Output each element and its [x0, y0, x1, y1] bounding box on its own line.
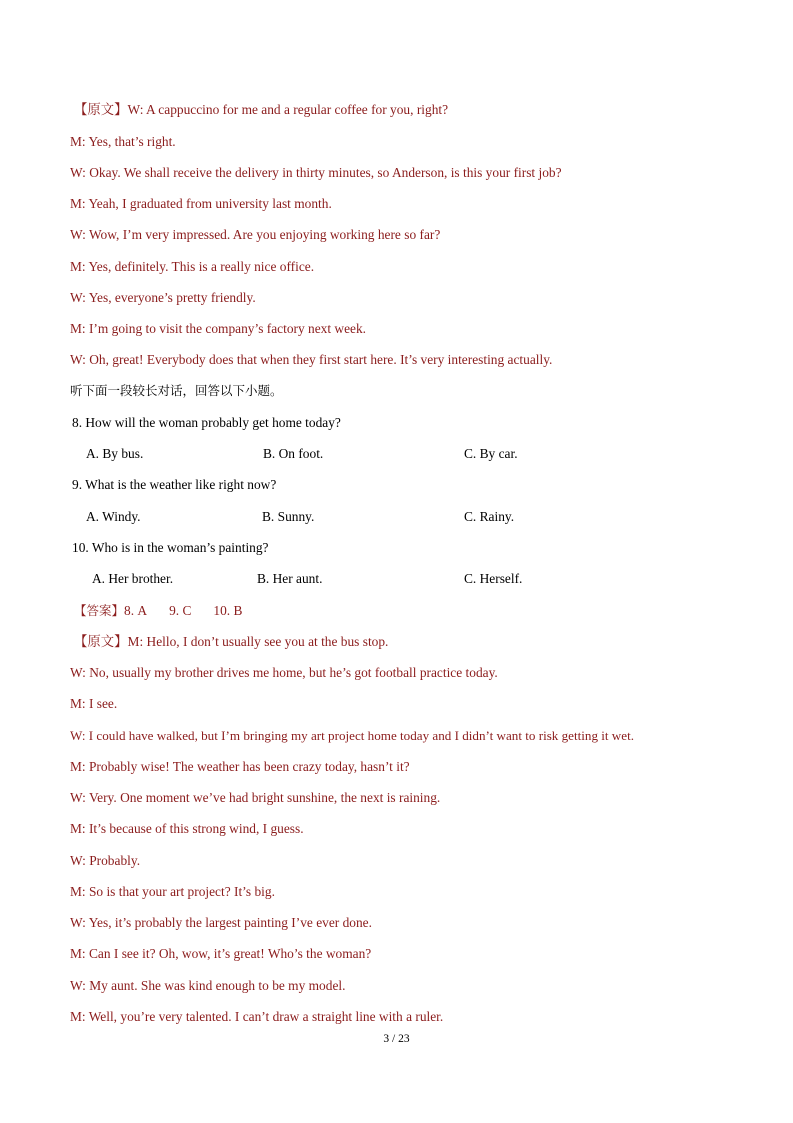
- transcript-line: W: I could have walked, but I’m bringing my art project home today and I didn’t want to risk getting it wet.: [70, 728, 634, 743]
- transcript-line: W: Wow, I’m very impressed. Are you enjoying working here so far?: [70, 227, 441, 242]
- option-c: C. By car.: [464, 446, 518, 461]
- transcript-line: W: My aunt. She was kind enough to be my model.: [70, 978, 346, 993]
- option-a: A. Her brother.: [92, 571, 174, 586]
- listening-instruction: 听下面一段较长对话，回答以下小题。: [70, 383, 283, 398]
- option-a: A. Windy.: [86, 509, 141, 524]
- transcript-line: M: So is that your art project? It’s big.: [70, 884, 275, 899]
- answer-label: 【答案】: [74, 603, 125, 618]
- option-a: A. By bus.: [86, 446, 144, 461]
- transcript-line: W: Oh, great! Everybody does that when they first start here. It’s very interesting actually.: [70, 352, 553, 367]
- question-text: 8. How will the woman probably get home today?: [72, 415, 341, 430]
- transcript-line: W: No, usually my brother drives me home, but he’s got football practice today.: [70, 665, 498, 680]
- question-text: 10. Who is in the woman’s painting?: [72, 540, 269, 555]
- option-c: C. Herself.: [464, 571, 523, 586]
- answer-key: [74, 602, 242, 620]
- transcript-line: M: Well, you’re very talented. I can’t draw a straight line with a ruler.: [70, 1009, 444, 1024]
- transcript-line: M: Probably wise! The weather has been crazy today, hasn’t it?: [70, 759, 410, 774]
- answer-item: 8. A: [124, 603, 148, 618]
- transcript-line: W: Very. One moment we’ve had bright sunshine, the next is raining.: [70, 790, 441, 805]
- page-number: 3 / 23: [383, 1033, 410, 1045]
- transcript-line: M: Yeah, I graduated from university last month.: [70, 196, 332, 211]
- question-text: 9. What is the weather like right now?: [72, 477, 277, 492]
- answer-item: 10. B: [213, 603, 243, 618]
- transcript-line: 【原文】W: A cappuccino for me and a regular coffee for you, right?: [74, 102, 449, 117]
- transcript-line: M: Can I see it? Oh, wow, it’s great! Who’s the woman?: [70, 946, 372, 961]
- transcript-line: M: It’s because of this strong wind, I guess.: [70, 821, 304, 836]
- transcript-line: M: Yes, definitely. This is a really nice office.: [70, 259, 315, 274]
- transcript-line: W: Okay. We shall receive the delivery in thirty minutes, so Anderson, is this your first job?: [70, 165, 562, 180]
- option-b: B. Her aunt.: [257, 571, 323, 586]
- transcript-line: M: Yes, that’s right.: [70, 134, 176, 149]
- transcript-line: W: Yes, it’s probably the largest painting I’ve ever done.: [70, 915, 372, 930]
- transcript-line: W: Yes, everyone’s pretty friendly.: [70, 290, 256, 305]
- option-b: B. On foot.: [263, 446, 324, 461]
- transcript-line: W: Probably.: [70, 853, 141, 868]
- transcript-line: M: I see.: [70, 696, 118, 711]
- transcript-line: 【原文】M: Hello, I don’t usually see you at the bus stop.: [74, 634, 389, 649]
- option-c: C. Rainy.: [464, 509, 515, 524]
- transcript-line: M: I’m going to visit the company’s factory next week.: [70, 321, 367, 336]
- answer-item: 9. C: [169, 603, 192, 618]
- option-b: B. Sunny.: [262, 509, 315, 524]
